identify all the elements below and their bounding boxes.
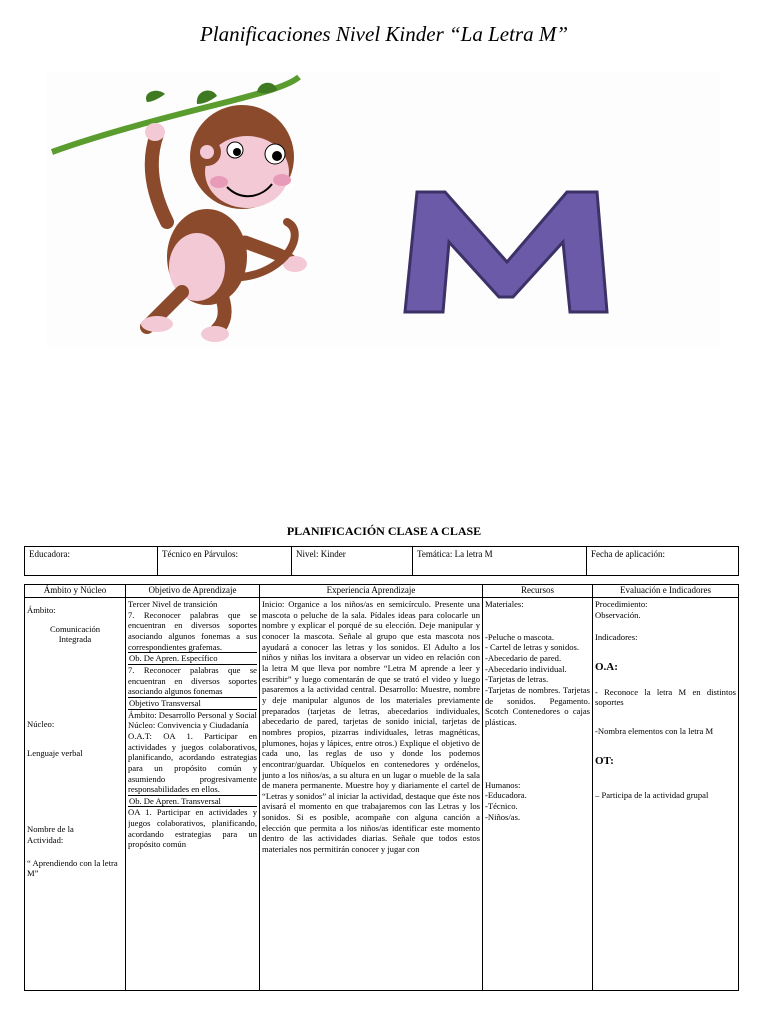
- letter-m-shape: [405, 192, 607, 312]
- procedimiento-label: Procedimiento:: [595, 599, 648, 609]
- nucleo-value: Lenguaje verbal: [27, 747, 83, 758]
- transversal-label: Objetivo Transversal: [128, 697, 257, 710]
- experiencia-text: Inicio: Organice a los niños/as en semicírculo. Presente una mascota o peluche de la sala. Pídales ideas para colocarle un nombre y explicar el porqué de su elección. Deje manipular y conocer la mascota. Señale al grupo que esta mascota nos ayudará a conocer las letras y los sonidos. El Adulto a los niños y niñas los invitara a observar un video en relación con la letra M que lleva por nombre “Letra M aprende a leer y escribir” y luego comentarán de que se trató el video y luego pasaremos a la actividad central. Desarrollo: Muestre, nombre y deje manipular algunos de los materiales previamente preparados (tarjetas de letras, abecedarios individuales, abecedario de pared, tarjetas de sonido inicial, tarjetas de nombres propios, pizarras individuales, letras magnéticas, plumones, hojas y lápices, entre otros.) Explique el objetivo de cada uno, las reglas de uso y donde los podemos encontrar/guardar. Ubíquelos en contenedores y ordénelos, junto a los niños/as, a su altura en un lugar o mueble de la sala de manera permanente. Muestre hoy y diariamente el cartel de “Letras y sonidos” al iniciar la actividad, destaque que éste nos avisará el momento en que trabajaremos con las Letras y los sonidos. Si es posible, acompañe con alguna canción a elección que permita a los niños/as identificar este momento dentro de las actividades diarias. Señale que todos estos materiales nos permitirán conocer y jugar con: [262, 599, 480, 855]
- humano-item: -Niños/as.: [485, 811, 521, 822]
- humano-item: -Técnico.: [485, 800, 518, 811]
- planning-table: [24, 584, 739, 991]
- tecnico-field: Técnico en Párvulos:: [158, 547, 292, 576]
- material-item: - Cartel de letras y sonidos.: [485, 642, 580, 653]
- experiencia-cell: [260, 598, 483, 991]
- nucleo-transversal: Núcleo: Convivencia y Ciudadanía: [128, 720, 249, 731]
- oa-indicator: - Reconoce la letra M en distintos soportes: [595, 686, 736, 708]
- fecha-field: Fecha de aplicación:: [587, 547, 739, 576]
- ot-indicator: – Participa de la actividad grupal: [595, 790, 709, 801]
- header-recursos: Recursos: [483, 585, 593, 598]
- ambito-label: Ámbito:: [27, 605, 56, 615]
- material-item: -Peluche o mascota.: [485, 631, 554, 642]
- objetivo-cell: [126, 598, 260, 991]
- monkey-letter-m-image: [47, 72, 720, 348]
- oa1-text: OA 1. Participar en actividades y juegos colaborativos, planificando, acordando estrategias para un propósito común: [128, 807, 257, 850]
- illustration: [47, 72, 720, 348]
- material-item: -Tarjetas de letras.: [485, 674, 549, 685]
- nivel-field: Nivel: Kinder: [292, 547, 413, 576]
- material-item: -Abecedario de pared.: [485, 652, 562, 663]
- oa7-a: 7. Reconocer palabras que se encuentran en diversos soportes asociando algunos fonemas a sus correspondientes grafemas.: [128, 609, 257, 652]
- materiales-label: Materiales:: [485, 599, 524, 609]
- header-evaluacion: Evaluación e Indicadores: [593, 585, 739, 598]
- ambito-transversal: Ámbito: Desarrollo Personal y Social: [128, 709, 257, 720]
- recursos-cell: [483, 598, 593, 991]
- observacion-text: Observación.: [595, 609, 641, 620]
- nucleo-label: Núcleo:: [27, 718, 55, 729]
- oa-label: O.A:: [595, 660, 618, 673]
- actividad-label: Nombre de la Actividad:: [27, 824, 74, 845]
- page-title: Planificaciones Nivel Kinder “La Letra M”: [199, 22, 569, 46]
- tematica-field: Temática: La letra M: [413, 547, 587, 576]
- ambito-value: Comunicación Integrada: [49, 623, 101, 645]
- actividad-value: “ Aprendiendo con la letra M”: [27, 857, 118, 879]
- sheet-title: PLANIFICACIÓN CLASE A CLASE: [286, 524, 482, 538]
- humanos-label: Humanos:: [485, 779, 521, 790]
- apren-transversal-label: Ob. De Apren. Transversal: [128, 795, 257, 808]
- oa7-b: 7. Reconocer palabras que se encuentran en diversos soportes asociando algunos fonemas: [128, 664, 257, 697]
- material-item: -Abecedario individual.: [485, 663, 567, 674]
- humano-item: -Educadora.: [485, 790, 527, 801]
- material-item: -Tarjetas de nombres. Tarjetas de sonidos. Pegamento. Scotch Contenedores o cajas plásticas.: [485, 684, 590, 727]
- info-table: [24, 546, 739, 576]
- especifico-label: Ob. De Apren. Específico: [128, 652, 257, 665]
- ot-label: OT:: [595, 754, 614, 767]
- header-experiencia: Experiencia Aprendizaje: [260, 585, 483, 598]
- header-ambito: Ámbito y Núcleo: [25, 585, 126, 598]
- evaluacion-cell: [593, 598, 739, 991]
- ambito-cell: [25, 598, 126, 991]
- indicadores-label: Indicadores:: [595, 632, 638, 643]
- oa-indicator: -Nombra elementos con la letra M: [595, 725, 714, 736]
- oat-text: O.A.T: OA 1. Participar en actividades y juegos colaborativos, planificando, acordando estrategias para un propósito común y asumiendo progresivamente responsabilidades en ellos.: [128, 730, 257, 795]
- educadora-field: Educadora:: [25, 547, 158, 576]
- nivel-text: Tercer Nivel de transición: [128, 599, 218, 609]
- header-objetivo: Objetivo de Aprendizaje: [126, 585, 260, 598]
